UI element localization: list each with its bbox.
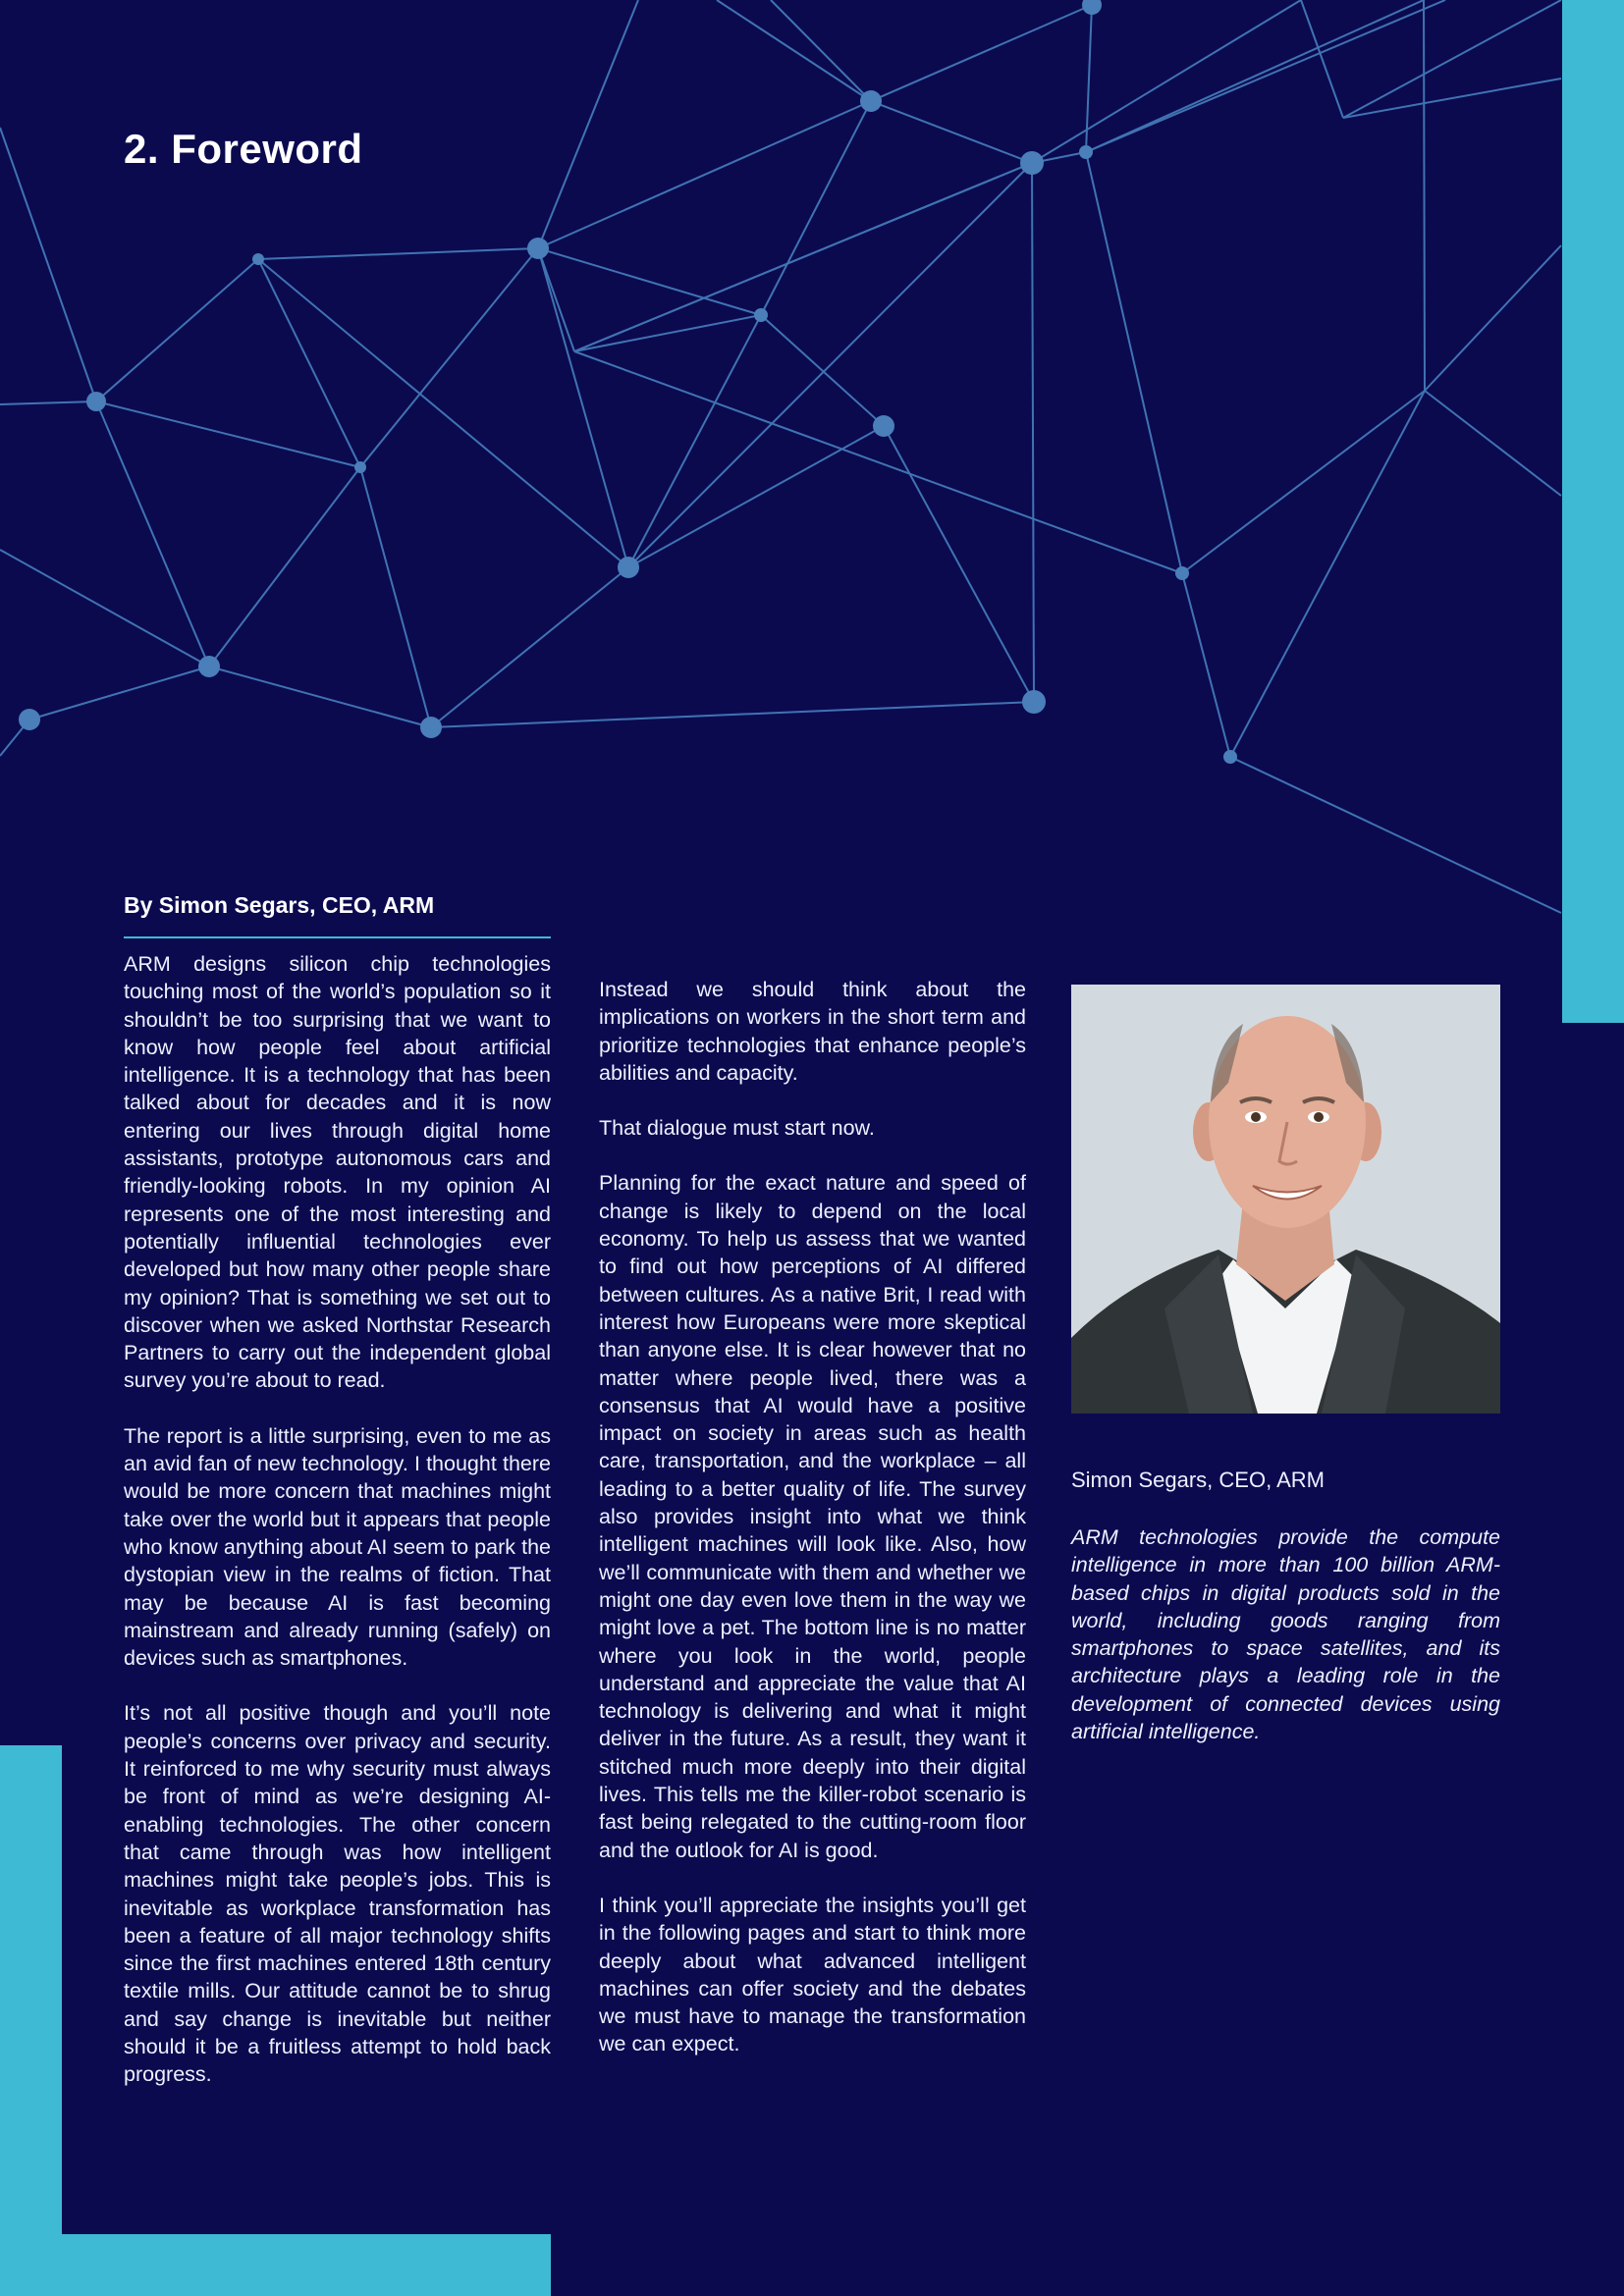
network-line (1032, 163, 1034, 702)
network-line (1425, 391, 1561, 496)
network-line (431, 567, 628, 727)
network-node (1022, 690, 1046, 714)
network-line (1230, 391, 1425, 757)
network-line (1230, 757, 1561, 913)
network-line (1086, 0, 1424, 152)
network-line (1182, 391, 1425, 573)
paragraph: That dialogue must start now. (599, 1116, 875, 1141)
network-node (1223, 750, 1237, 764)
network-line (628, 315, 761, 567)
network-line (628, 163, 1032, 567)
network-line (771, 0, 871, 101)
paragraph: It’s not all positive though and you’ll note people’s concerns over privacy and security. It reinforced to me why security must always be front of mind as we’re designing AI-enabling technologies. The other concern that came through was how intelligent machines might take people’s jobs. This is inevitable as workplace transformation has been a feature of all major technology shifts since the first machines entered 18th century textile mills. Our attitude cannot be to shrug and say change is inevitable but neither should it be a fruitless attempt to hold back progress. (124, 1701, 551, 2087)
network-node (19, 709, 40, 730)
network-line (871, 5, 1092, 101)
paragraph: Planning for the exact nature and speed of change is likely to depend on the local economy. To help us assess that we wanted to find out how perceptions of AI differed between cultures. As a native Brit, I read with interest how Europeans were more skeptical than anyone else. It is clear however that no matter where people lived, there was a consensus that AI would have a positive impact on society in areas such as health care, transportation, and the workplace – all leading to a better quality of life. The survey also provides insight into what we think intelligent machines will look like. Also, how we’ll communicate with them and whether we might one day even love them in the way we might love a pet. The bottom line is no matter where you look in the world, people understand and appreciate the value that AI technology is delivering and what it might deliver in the future. As a result, they want it stitched much more deeply into their digital lives. This tells me the killer-robot scenario is fast being relegated to the cutting-room floor and the outlook for AI is good. (599, 1171, 1026, 1862)
network-line (96, 259, 258, 401)
portrait-photo (1071, 985, 1500, 1414)
network-node (420, 717, 442, 738)
network-line (431, 702, 1034, 727)
paragraph: I think you’ll appreciate the insights you’ll get in the following pages and start to think more deeply about what advanced intelligent machines can offer society and the debates we must have to manage the transformation we can expect. (599, 1893, 1026, 2056)
network-line (1086, 152, 1182, 573)
network-line (761, 315, 884, 426)
network-line (1182, 573, 1230, 757)
network-line (96, 401, 209, 667)
paragraph: Instead we should think about the implications on workers in the short term and prioritize technologies that enhance people’s abilities and capacity. (599, 978, 1026, 1085)
network-line (360, 248, 538, 467)
network-line (538, 248, 574, 351)
network-line (1343, 79, 1561, 118)
accent-bar-right (1562, 0, 1624, 1023)
network-node (1079, 145, 1093, 159)
network-line (258, 259, 360, 467)
text-column-left (124, 950, 551, 2116)
network-line (574, 163, 1032, 351)
network-node (1082, 0, 1102, 15)
network-node (754, 308, 768, 322)
network-line (1032, 0, 1301, 163)
network-node (873, 415, 894, 437)
network-line (0, 401, 96, 404)
network-node (860, 90, 882, 112)
network-node (198, 656, 220, 677)
network-line (538, 248, 761, 315)
network-line (29, 667, 209, 720)
paragraph: ARM designs silicon chip technologies touching most of the world’s population so it shouldn’t be too surprising that we want to know how people feel about artificial intelligence. It is a technology that has been talked about for decades and it is now entering our lives through digital home assistants, prototype autonomous cars and friendly-looking robots. In my opinion AI represents one of the most interesting and potentially influential technologies ever developed but how many other people share my opinion? That is something we set out to discover when we asked Northstar Research Partners to carry out the independent global survey you’re about to read. (124, 952, 551, 1393)
network-node (354, 461, 366, 473)
network-line (1424, 0, 1425, 391)
network-line (871, 101, 1032, 163)
network-line (1343, 0, 1561, 118)
network-node (86, 392, 106, 411)
network-line (0, 550, 209, 667)
network-node (252, 253, 264, 265)
network-line (258, 248, 538, 259)
network-line (538, 248, 628, 567)
byline: By Simon Segars, CEO, ARM (124, 892, 551, 938)
accent-bar-left (0, 1745, 62, 2296)
page-title: 2. Foreword (124, 126, 363, 172)
portrait-caption: Simon Segars, CEO, ARM (1071, 1468, 1325, 1492)
network-node (618, 557, 639, 578)
network-line (96, 401, 360, 467)
network-line (717, 0, 871, 101)
network-line (0, 128, 96, 401)
network-line (209, 667, 431, 727)
text-column-middle (599, 976, 1026, 2086)
network-line (628, 426, 884, 567)
paragraph: The report is a little surprising, even to me as an avid fan of new technology. I thought there would be more concern that machines might take over the world but it appears that people who know anything about AI seem to park the dystopian view in the realms of fiction. That may be because AI is fast becoming mainstream and already running (safely) on devices such as smartphones. (124, 1423, 551, 1671)
network-line (574, 315, 761, 351)
network-node (527, 238, 549, 259)
network-line (1086, 0, 1445, 152)
network-line (209, 467, 360, 667)
network-line (360, 467, 431, 727)
network-line (761, 101, 871, 315)
network-line (1425, 245, 1561, 391)
accent-bar-bottom (0, 2234, 551, 2296)
network-line (884, 426, 1034, 702)
network-line (258, 259, 628, 567)
network-node (1020, 151, 1044, 175)
network-line (574, 351, 1182, 573)
network-node (1175, 566, 1189, 580)
company-bio: ARM technologies provide the compute intelligence in more than 100 billion ARM-based chips in digital products sold in the world, including goods ranging from smartphones to space satellites, and its architecture plays a leading role in the development of connected devices using artificial intelligence. (1071, 1525, 1500, 1744)
